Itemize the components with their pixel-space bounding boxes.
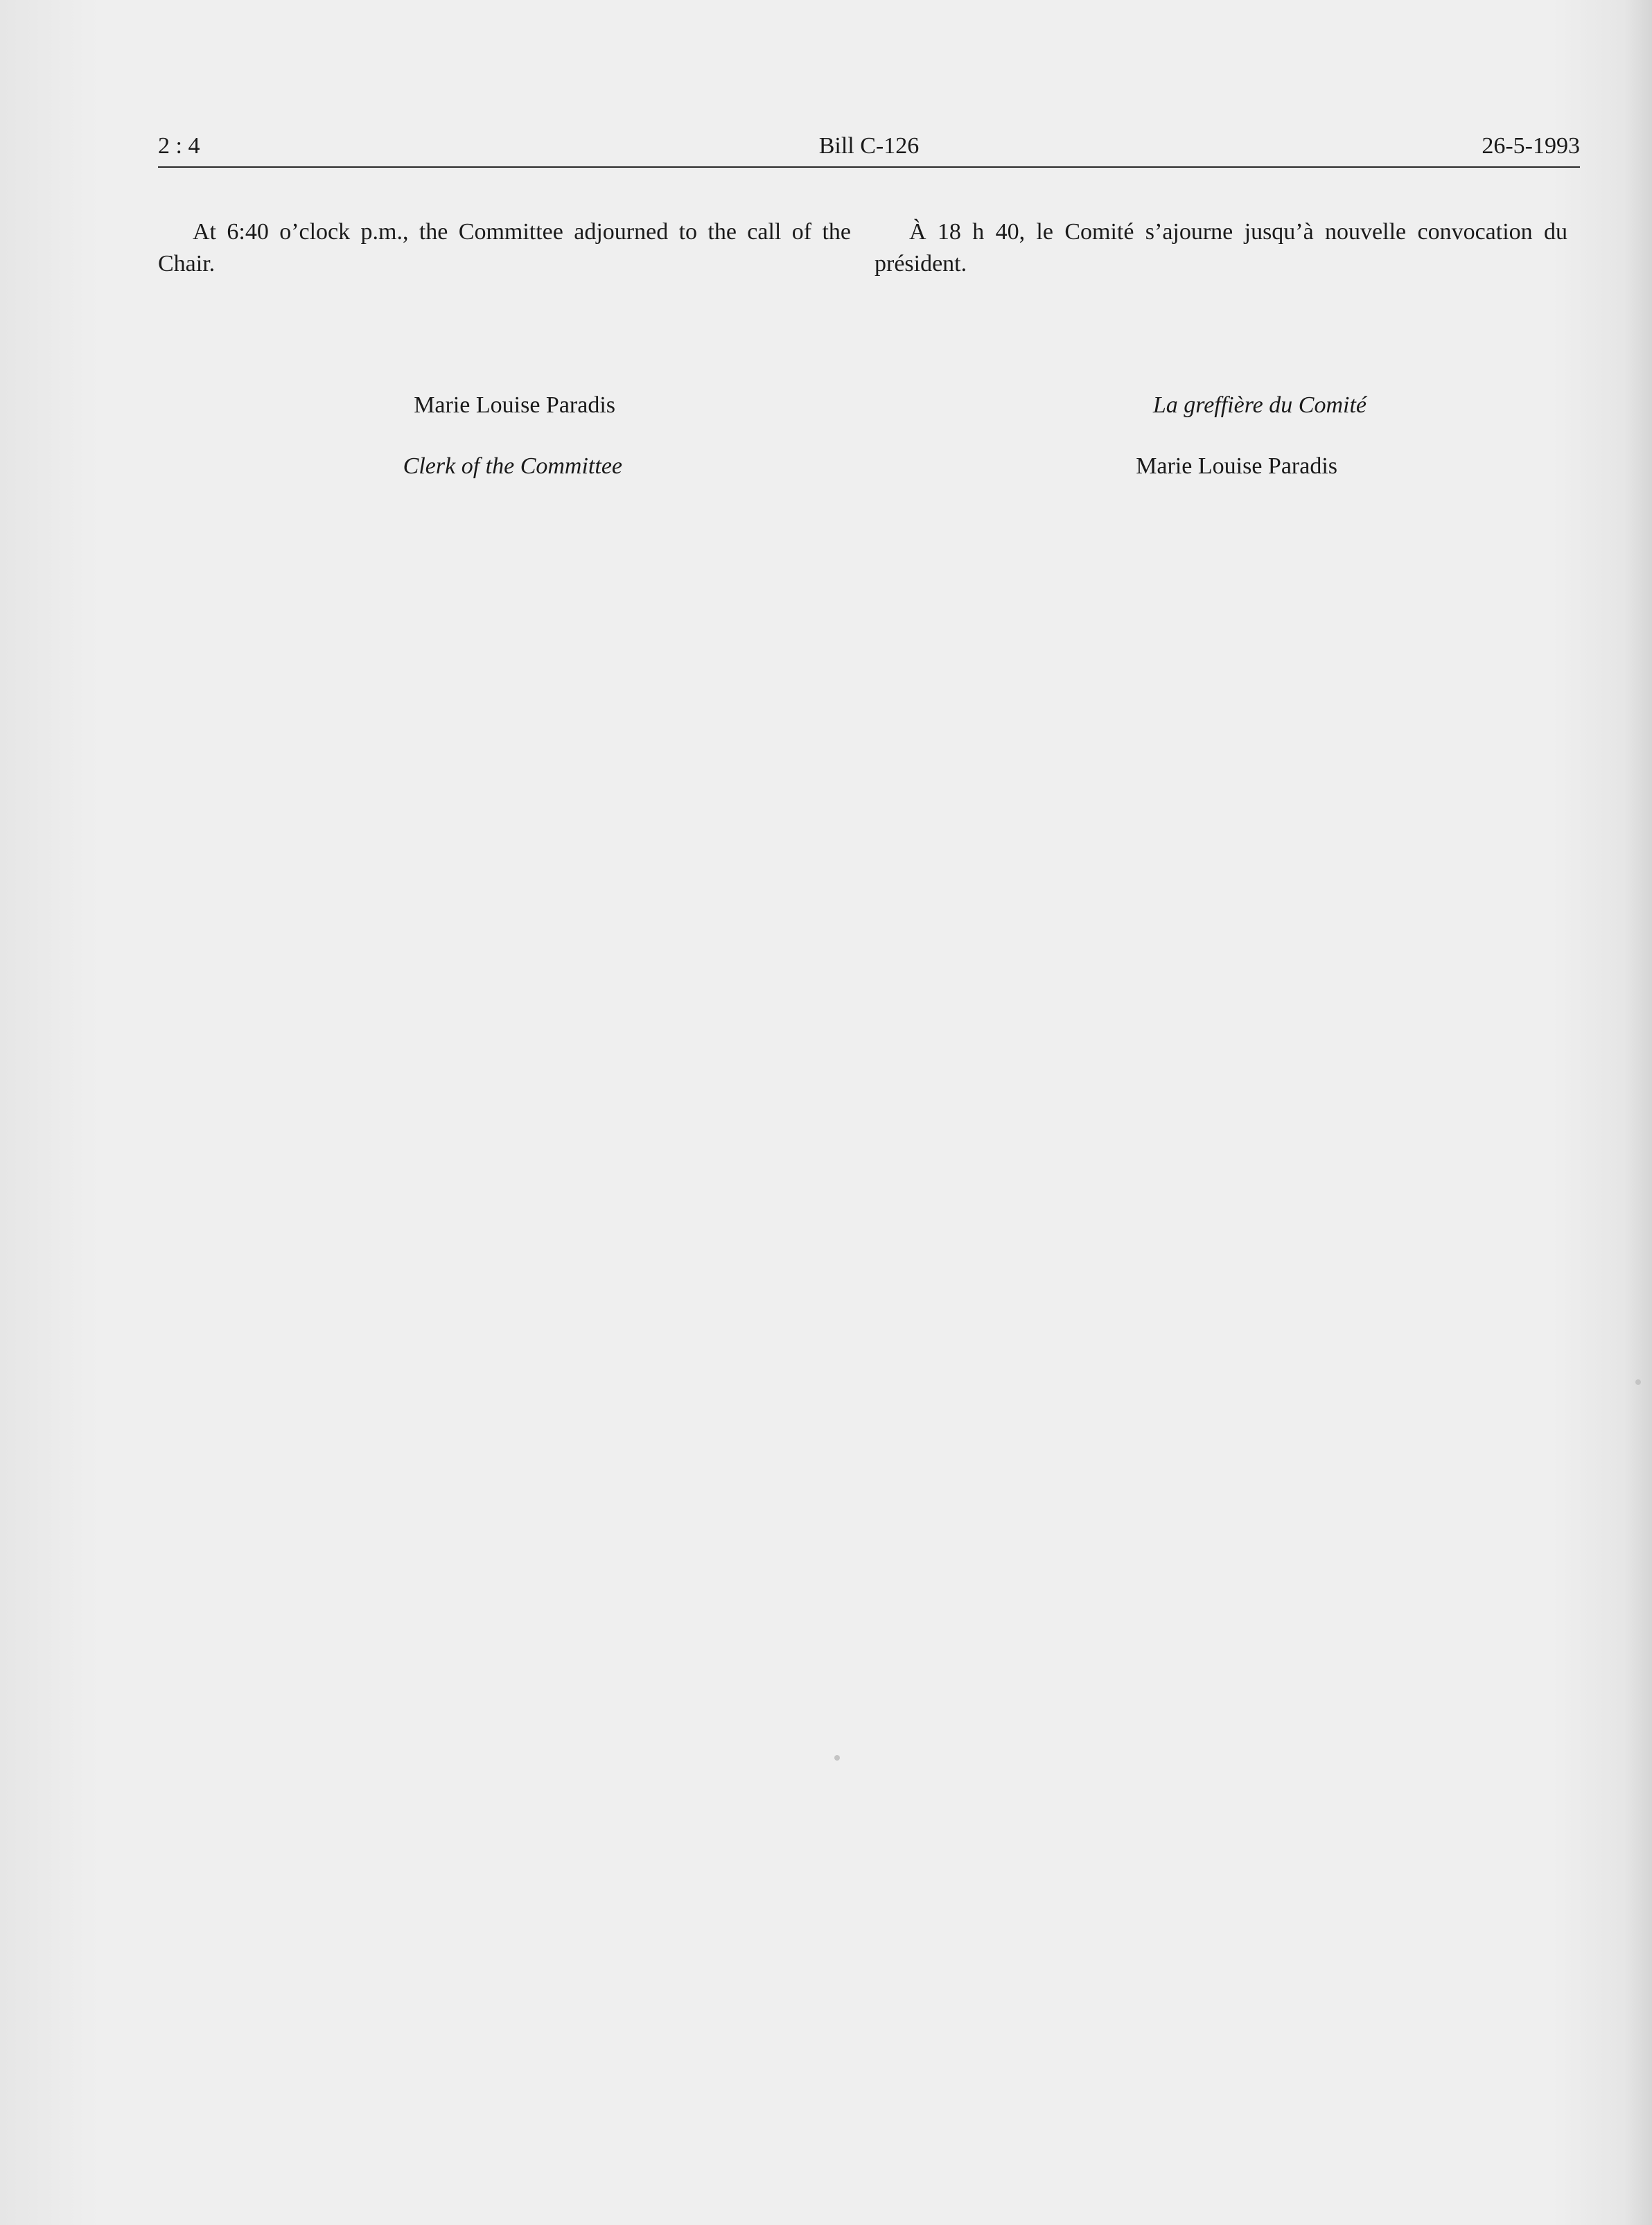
english-column — [158, 216, 851, 280]
header-rule — [158, 166, 1580, 168]
bill-title: Bill C-126 — [818, 133, 920, 159]
clerk-title-fr: La greffière du Comité — [1152, 392, 1367, 418]
speck — [1635, 1379, 1641, 1385]
running-header — [158, 133, 1580, 168]
clerk-name-en: Marie Louise Paradis — [414, 392, 615, 418]
page-edge-shadow — [1624, 0, 1652, 2225]
adjournment-paragraph-en: At 6:40 o’clock p.m., the Committee adjourned to the call of the Chair. — [158, 219, 851, 277]
clerk-name-fr: Marie Louise Paradis — [1136, 453, 1337, 479]
french-column — [875, 216, 1567, 280]
page-number: 2 : 4 — [158, 133, 200, 159]
adjournment-paragraph-fr: À 18 h 40, le Comité s’ajourne jusqu’à nouvelle convocation du président. — [875, 219, 1567, 277]
clerk-title-en: Clerk of the Committee — [403, 453, 622, 479]
header-date: 26-5-1993 — [1482, 133, 1580, 159]
speck — [834, 1755, 840, 1761]
